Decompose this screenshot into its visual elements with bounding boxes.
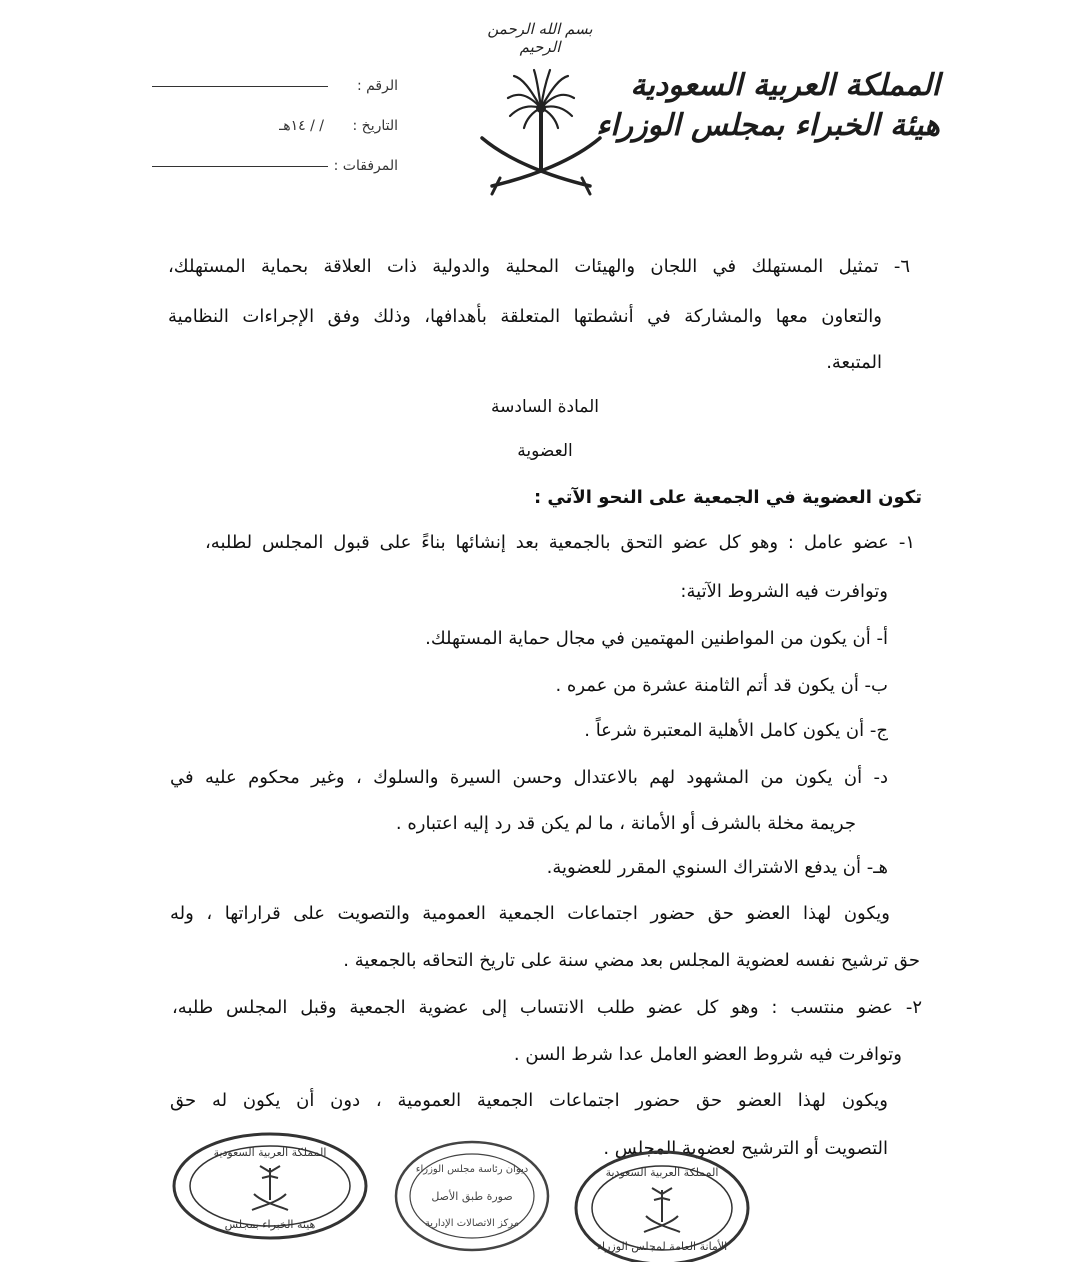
stamp-middle-center: صورة طبق الأصل bbox=[431, 1190, 513, 1203]
stamp-right-top: المملكة العربية السعودية bbox=[605, 1166, 719, 1179]
stamp-middle-top: ديوان رئاسة مجلس الوزراء bbox=[415, 1164, 529, 1175]
reference-block bbox=[150, 66, 398, 186]
condition-e: هـ- أن يدفع الاشتراك السنوي المقرر للعضوية. bbox=[546, 857, 888, 878]
member-type1-line2: وتوافرت فيه الشروط الآتية: bbox=[680, 581, 888, 602]
official-stamp-left bbox=[170, 1130, 370, 1242]
condition-d-line1: د- أن يكون من المشهود لهم بالاعتدال وحسن السيرة والسلوك ، وغير محكوم عليه في bbox=[170, 767, 888, 788]
official-stamp-right bbox=[572, 1146, 752, 1262]
item6-line2: والتعاون معها والمشاركة في أنشطتها المتعلقة بأهدافها، وذلك وفق الإجراءات النظامية bbox=[168, 306, 882, 327]
attachments-label: المرفقات : bbox=[333, 158, 398, 174]
date-placeholder: / / ١٤هـ bbox=[279, 118, 324, 134]
date-label: التاريخ : bbox=[352, 118, 398, 134]
member-type2-line2: وتوافرت فيه شروط العضو العامل عدا شرط السن . bbox=[513, 1044, 902, 1065]
article-subtitle: العضوية bbox=[517, 441, 573, 461]
kingdom-name: المملكة العربية السعودية bbox=[630, 68, 940, 103]
official-stamp-middle bbox=[392, 1138, 552, 1254]
basmala: بسم الله الرحمن الرحيم bbox=[487, 20, 593, 56]
date-row bbox=[150, 106, 398, 146]
stamp-left-bottom: هيئة الخبراء بمجلس bbox=[224, 1218, 316, 1231]
member-type1-rights-line2: حق ترشيح نفسه لعضوية المجلس بعد مضي سنة على تاريخ التحاقه بالجمعية . bbox=[343, 950, 920, 971]
reference-row bbox=[150, 66, 398, 106]
condition-c: ج- أن يكون كامل الأهلية المعتبرة شرعاً . bbox=[584, 720, 888, 741]
member-type1-line1: ١- عضو عامل : وهو كل عضو التحق بالجمعية بعد إنشائها بناءً على قبول المجلس لطلبه، bbox=[205, 532, 915, 553]
attachments-line bbox=[152, 166, 328, 167]
item6-line1: ٦- تمثيل المستهلك في اللجان والهيئات المحلية والدولية ذات العلاقة بحماية المستهلك، bbox=[168, 256, 910, 277]
letterhead-title bbox=[596, 66, 940, 146]
member-type2-line1: ٢- عضو منتسب : وهو كل عضو طلب الانتساب إلى عضوية الجمعية وقبل المجلس طلبه، bbox=[172, 997, 922, 1018]
member-type2-rights-line1: ويكون لهذا العضو حق حضور اجتماعات الجمعية العمومية ، دون أن يكون له حق bbox=[170, 1090, 888, 1111]
stamp-right-bottom: الأمانة العامة لمجلس الوزراء bbox=[596, 1240, 728, 1253]
reference-label: الرقم : bbox=[356, 78, 398, 94]
member-type2-rights-line2: التصويت أو الترشيح لعضوية المجلس . bbox=[603, 1138, 888, 1159]
condition-b: ب- أن يكون قد أتم الثامنة عشرة من عمره . bbox=[555, 675, 888, 696]
reference-line bbox=[152, 86, 328, 87]
stamp-middle-bottom: مركز الاتصالات الإدارية bbox=[424, 1218, 520, 1229]
agency-name: هيئة الخبراء بمجلس الوزراء bbox=[596, 108, 940, 143]
condition-a: أ- أن يكون من المواطنين المهتمين في مجال حماية المستهلك. bbox=[425, 628, 888, 649]
stamp-left-top: المملكة العربية السعودية bbox=[213, 1146, 327, 1159]
palm-swords-emblem bbox=[478, 68, 604, 196]
article-title: المادة السادسة bbox=[491, 397, 599, 417]
attachments-row bbox=[150, 146, 398, 186]
item6-line3: المتبعة. bbox=[826, 352, 882, 373]
membership-intro: تكون العضوية في الجمعية على النحو الآتي : bbox=[533, 487, 922, 508]
condition-d-line2: جريمة مخلة بالشرف أو الأمانة ، ما لم يكن قد رد إليه اعتباره . bbox=[395, 813, 856, 834]
member-type1-rights-line1: ويكون لهذا العضو حق حضور اجتماعات الجمعية العمومية والتصويت على قراراتها ، وله bbox=[170, 903, 890, 924]
